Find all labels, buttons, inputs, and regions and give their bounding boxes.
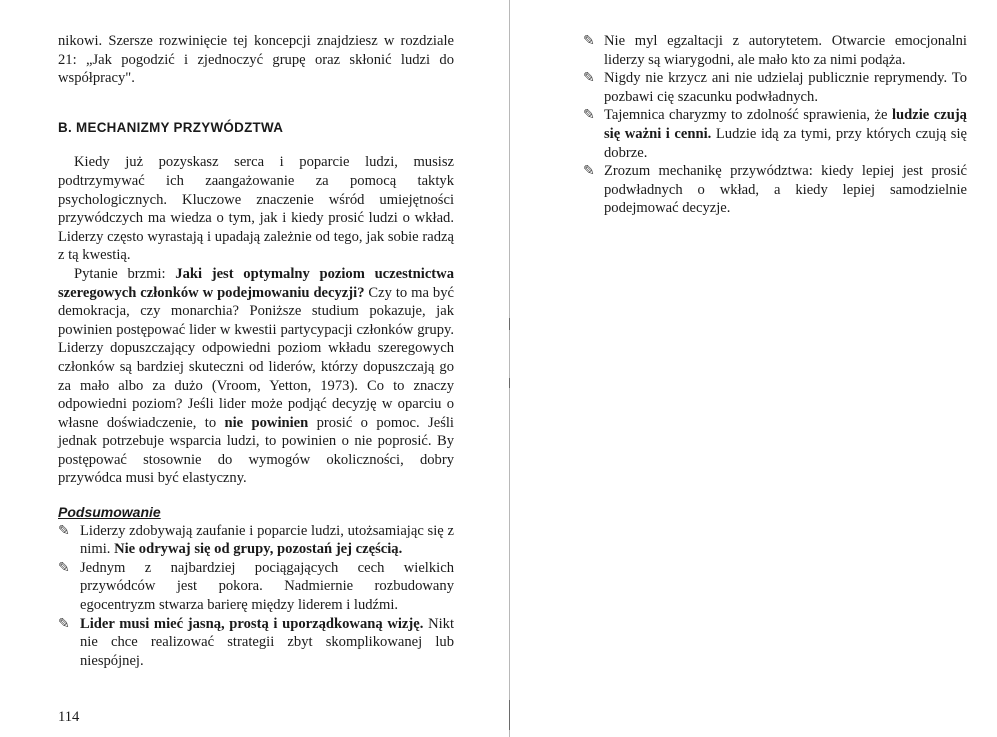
body-paragraph: Kiedy już pozyskasz serca i poparcie ludzi, musisz podtrzymywać ich zaangażowanie za pomocą taktyk psychologicznych. Kluczowe znaczenie wśród umiejętności przywódczych ma wiedza o tym, jak i kiedy prosić ludzi o wkład. Liderzy często wyrastają i upadają zależnie od tego, jak sobie radzą z tą kwestią. [58,154,454,264]
question-bold: Jaki jest optymalny poziom uczestnictwa szeregowych członków w podejmowaniu decyzji? [58,265,454,301]
left-page [58,0,454,670]
pencil-icon: ✎ [583,70,595,87]
pencil-icon: ✎ [58,522,70,539]
list-item-tail: Nikt nie chce realizować strategii zbyt skomplikowanej lub niespójnej. [80,615,455,669]
question-lead: Pytanie brzmi: [74,265,176,282]
continuation-paragraph: nikowi. Szersze rozwinięcie tej koncepcji znajdziesz w rozdziale 21: „Jak pogodzić i zjednoczyć grupę oraz skłonić ludzi do współpracy". [58,33,454,87]
page-number: 114 [58,709,80,725]
summary-list-continued [583,32,967,218]
list-item-text: Nigdy nie krzycz ani nie udzielaj publicznie reprymendy. To pozbawi cię szacunku podwładnych. [604,70,967,105]
body-paragraph-question [58,265,454,488]
list-item-tail: Ludzie idą za tymi, przy których czują się dobrze. [604,125,968,161]
pencil-icon: ✎ [58,615,70,632]
question-tail: prosić o pomoc. Jeśli jednak potrzebuje wsparcia ludzi, to powinien o nie poprosić. By postępować stosownie do wymogów okoliczności, dobry przywódca musi być elastyczny. [58,414,454,487]
list-item [58,522,454,559]
question-text: Czy to ma być demokracja, czy monarchia? Poniższe studium pokazuje, jak powinien postępować lider w kwestii partycypacji członków grupy. Liderzy dopuszczający odpowiedni poziom wkładu szeregowych członków są bardziej skuteczni od liderów, którzy dopuszczają go za mało albo za dużo (Vroom, Yetton, 1973). Co to znaczy odpowiedni poziom? Jeśli lider może podjąć decyzję w oparciu o własne doświadczenie, to [58,284,454,431]
right-page [583,0,967,218]
list-item-text: Tajemnica charyzmy to zdolność sprawienia, że [604,107,892,124]
emphasis-bold: nie powinien [224,414,309,431]
pencil-icon: ✎ [583,33,595,49]
list-item [583,32,967,69]
pencil-icon: ✎ [583,163,595,180]
summary-list [58,522,454,671]
list-item-bold: ludzie czują się ważni i cenni. [604,107,967,142]
gutter-mark [509,700,510,730]
list-item [583,106,967,162]
list-item [583,69,967,106]
gutter-mark [509,378,510,388]
summary-heading: Podsumowanie [58,504,161,521]
list-item [58,615,454,671]
list-item-bold: Nie odrywaj się od grupy, pozostań jej częścią. [114,541,403,558]
list-item [583,162,967,218]
section-heading: B. MECHANIZMY PRZYWÓDZTWA [58,119,284,135]
list-item-text: Nie myl egzaltacji z autorytetem. Otwarcie emocjonalni liderzy są wiarygodni, ale mało kto za nimi podąża. [604,33,967,68]
list-item [58,559,454,615]
list-item-text: Jednym z najbardziej pociągających cech wielkich przywódców jest pokora. Nadmiernie rozbudowany egocentryzm stwarza barierę między liderem i ludźmi. [80,559,454,614]
list-item-text: Liderzy zdobywają zaufanie i poparcie ludzi, utożsamiając się z nimi. [80,522,454,558]
pencil-icon: ✎ [583,107,595,124]
list-item-text: Zrozum mechanikę przywództwa: kiedy lepiej jest prosić podwładnych o wkład, a kiedy lepiej samodzielnie podejmować decyzje. [604,163,967,217]
pencil-icon: ✎ [58,559,70,576]
list-item-bold: Lider musi mieć jasną, prostą i uporządkowaną wizję. [80,615,424,632]
gutter-mark [509,318,510,330]
book-gutter [509,0,510,737]
